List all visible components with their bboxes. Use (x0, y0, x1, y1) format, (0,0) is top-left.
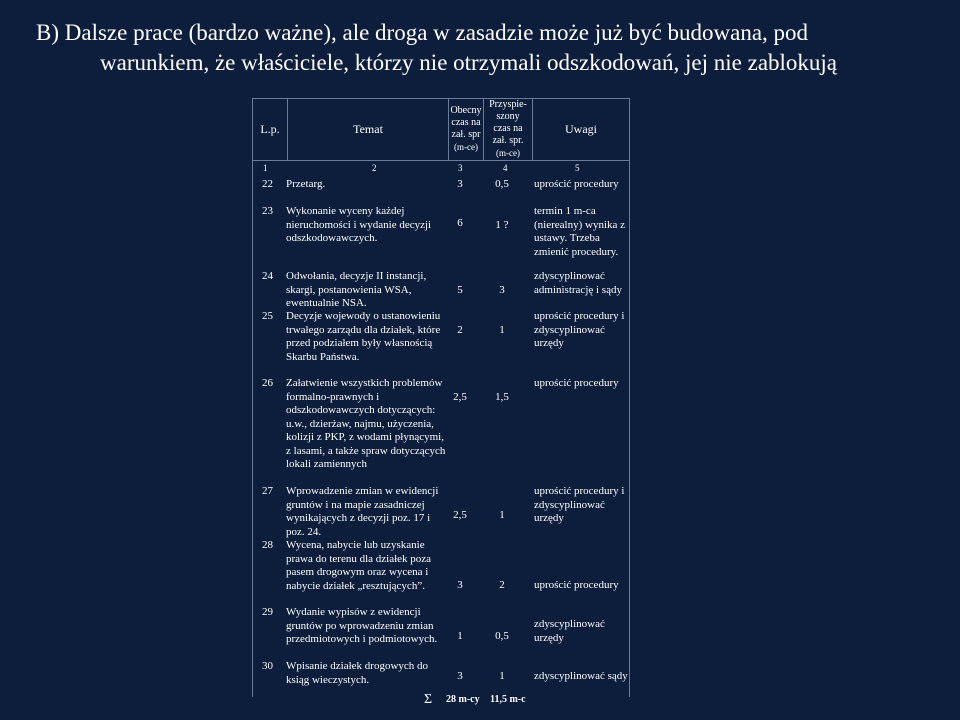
sum-accelerated: 11,5 m-c (490, 694, 526, 705)
header-accel-line-1: Przyspie- (489, 99, 527, 110)
row-current: 5 (457, 284, 463, 296)
row-current: 3 (457, 579, 463, 591)
slide-title (36, 18, 936, 78)
row-notes: uprościć procedury (534, 579, 619, 591)
row-lp: 25 (262, 310, 273, 322)
row-current: 3 (457, 670, 463, 682)
row-topic: Załatwienie wszystkich problemów formalno-prawnych i odszkodowawczych dotyczących: u.w., dzierżaw, najmu, użyczenia, kolizji z PKP, z wodami płynącymi, z lasami, a także spraw dotyczących lokali zamiennych (286, 377, 446, 470)
sum-current: 28 m-cy (446, 694, 480, 705)
row-topic: Wydanie wypisów z ewidencji gruntów po wprowadzeniu zmian przedmiotowych i podmiotowych. (286, 606, 438, 645)
row-lp: 24 (262, 270, 273, 282)
row-current: 2,5 (453, 391, 467, 403)
row-accelerated: 2 (499, 579, 505, 591)
row-notes: zdyscyplinować administrację i sądy (534, 270, 622, 296)
slide-title-line-2: warunkiem, że właściciele, którzy nie otrzymali odszkodowań, jej nie zablokują (100, 50, 838, 75)
row-topic: Odwołania, decyzje II instancji, skargi, postanowienia WSA, ewentualnie NSA. (286, 270, 427, 309)
header-notes: Uwagi (533, 99, 630, 161)
row-topic: Wprowadzenie zmian w ewidencji gruntów i na mapie zasadniczej wynikających z decyzji poz. 17 i poz. 24. (286, 485, 439, 538)
row-accelerated: 1 (499, 509, 505, 521)
header-accel-unit: (m-ce) (496, 148, 520, 158)
row-notes: uprościć procedury i zdyscyplinować urzędy (534, 310, 625, 349)
row-accelerated: 0,5 (495, 630, 509, 642)
row-current: 3 (457, 178, 463, 190)
row-notes: termin 1 m-ca (nierealny) wynika z ustawy. Trzeba zmienić procedury. (534, 205, 626, 258)
header-current-line-1: Obecny (450, 105, 482, 116)
header-accel-line-3: czas na (493, 123, 523, 134)
header-current-line-3: zał. spr (451, 129, 481, 140)
row-topic: Decyzje wojewody o ustanowieniu trwałego zarządu dla działek, które przed podziałem były własnością Skarbu Państwa. (286, 310, 441, 363)
row-accelerated: 0,5 (495, 178, 509, 190)
row-topic: Wycena, nabycie lub uzyskanie prawa do terenu dla działek poza pasem drogowym oraz wycena i nabycie działek „resztujących”. (286, 539, 432, 592)
header-current-unit: (m-ce) (454, 142, 478, 152)
row-topic: Przetarg. (286, 178, 326, 190)
row-notes: uprościć procedury i zdyscyplinować urzędy (534, 485, 625, 524)
header-current-line-2: czas na (451, 117, 481, 128)
row-current: 2 (457, 324, 463, 336)
row-topic: Wykonanie wyceny każdej nieruchomości i wydanie decyzji odszkodowawczych. (286, 205, 432, 244)
row-lp: 26 (262, 377, 273, 389)
header-accelerated-time (484, 99, 533, 161)
header-topic: Temat (288, 99, 449, 161)
header-lp: L.p. (253, 99, 288, 161)
row-accelerated: 1 (499, 670, 505, 682)
row-current: 1 (457, 630, 463, 642)
header-accel-line-2: szony (496, 111, 520, 122)
column-number-1: 1 (263, 163, 268, 173)
sum-symbol: Σ (424, 692, 433, 707)
column-number-5: 5 (575, 163, 580, 173)
row-accelerated: 1,5 (495, 391, 509, 403)
row-accelerated: 3 (499, 284, 505, 296)
row-accelerated: 1 ? (495, 219, 509, 231)
row-current: 6 (457, 217, 463, 229)
slide-title-line-1: B) Dalsze prace (bardzo ważne), ale droga w zasadzie może już być budowana, pod (36, 20, 809, 45)
row-lp: 22 (262, 178, 273, 190)
row-lp: 30 (262, 660, 273, 672)
column-number-2: 2 (372, 163, 377, 173)
row-notes: uprościć procedury (534, 178, 619, 190)
row-lp: 27 (262, 485, 273, 497)
row-notes: zdyscyplinować sądy (534, 670, 628, 682)
row-notes: uprościć procedury (534, 377, 619, 389)
row-current: 2,5 (453, 509, 467, 521)
row-lp: 29 (262, 606, 273, 618)
row-topic: Wpisanie działek drogowych do ksiąg wieczystych. (286, 660, 429, 686)
table-header-row (253, 99, 630, 161)
column-number-4: 4 (503, 163, 508, 173)
header-current-time (449, 99, 484, 161)
header-accel-line-4: zał. spr. (492, 135, 524, 146)
row-lp: 23 (262, 205, 273, 217)
row-accelerated: 1 (499, 324, 505, 336)
row-notes: zdyscyplinować urzędy (534, 618, 605, 644)
row-lp: 28 (262, 539, 273, 551)
column-number-3: 3 (458, 163, 463, 173)
